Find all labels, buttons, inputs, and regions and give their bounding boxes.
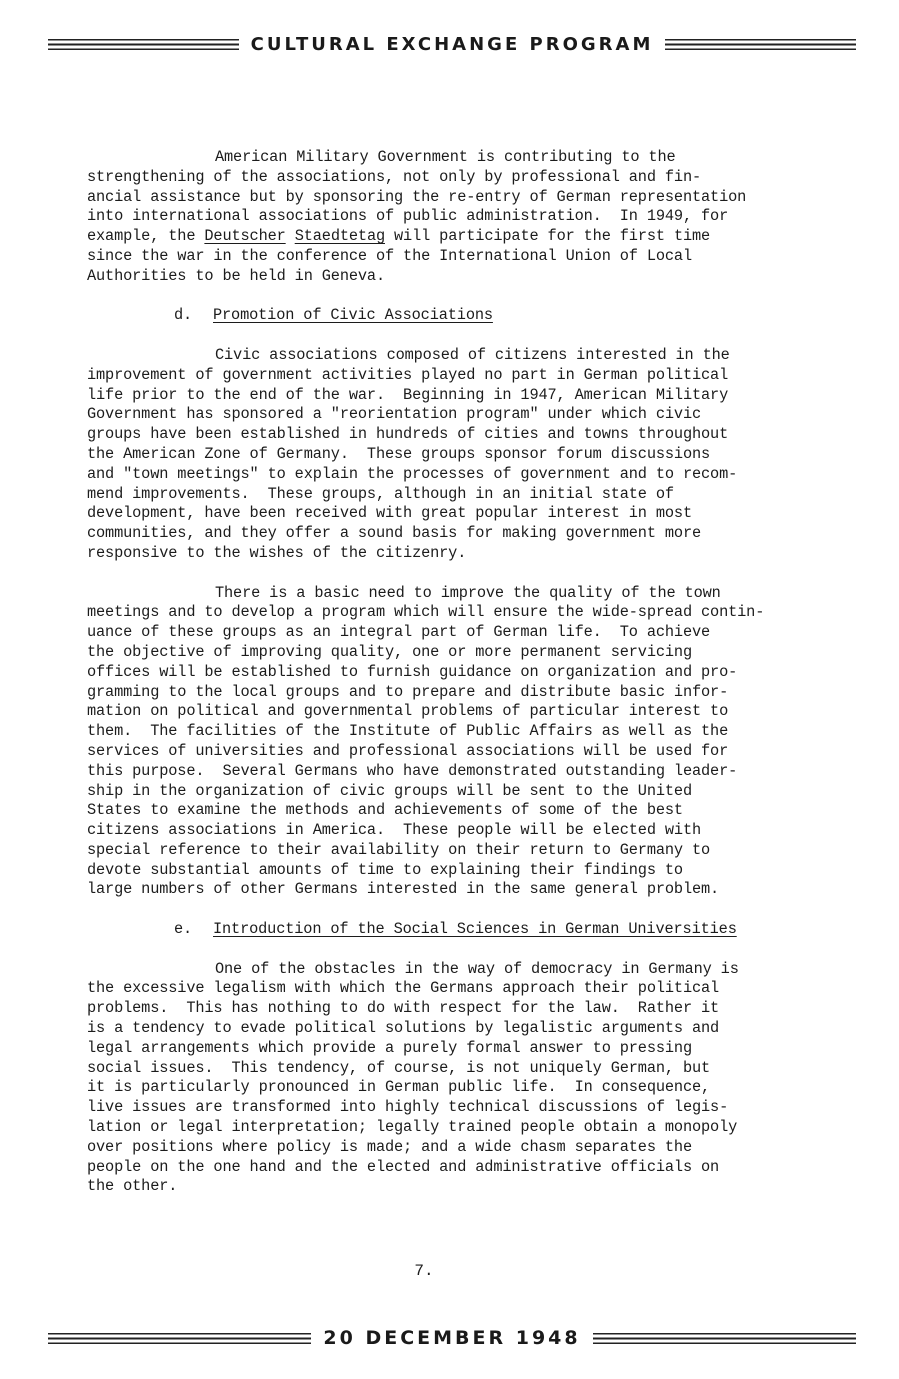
text-line: ship in the organization of civic groups will be sent to the United xyxy=(87,781,692,800)
text-line: Civic associations composed of citizens interested in the xyxy=(215,345,730,364)
paragraph-legalism xyxy=(87,960,827,1198)
footer-date: 20 DECEMBER 1948 xyxy=(323,1327,581,1349)
text-line: social issues. This tendency, of course, is not uniquely German, but xyxy=(87,1058,711,1077)
text-line: communities, and they offer a sound basis for making government more xyxy=(87,524,702,543)
text-line: and "town meetings" to explain the processes of government and to recom- xyxy=(87,464,738,483)
text-line: the other. xyxy=(87,1177,178,1196)
text-line: improvement of government activities played no part in German political xyxy=(87,365,729,384)
text-line: ancial assistance but by sponsoring the re-entry of German representation xyxy=(87,187,747,206)
document-body xyxy=(87,148,827,1197)
text-line: There is a basic need to improve the quality of the town xyxy=(215,583,721,602)
text-line: gramming to the local groups and to prepare and distribute basic infor- xyxy=(87,682,729,701)
section-letter: e. xyxy=(174,920,193,939)
text-line: large numbers of other Germans interested in the same general problem. xyxy=(87,880,720,899)
page-number: 7. xyxy=(414,1262,434,1280)
text-line: services of universities and professional associations will be used for xyxy=(87,741,729,760)
underlined-term-deutscher: Deutscher xyxy=(204,227,286,246)
section-title: Introduction of the Social Sciences in German Universities xyxy=(213,920,737,939)
text-line: offices will be established to furnish guidance on organization and pro- xyxy=(87,662,738,681)
text-line: Government has sponsored a "reorientation program" under which civic xyxy=(87,405,702,424)
header-rule-left xyxy=(48,39,239,50)
text-line xyxy=(87,227,827,247)
paragraph-town-meetings xyxy=(87,584,827,901)
text-line: it is particularly pronounced in German public life. In consequence, xyxy=(87,1078,711,1097)
header-title: CULTURAL EXCHANGE PROGRAM xyxy=(250,34,654,55)
text-line: Authorities to be held in Geneva. xyxy=(87,266,385,285)
text-line: into international associations of public administration. In 1949, for xyxy=(87,207,729,226)
paragraph-civic-associations xyxy=(87,346,827,564)
section-title: Promotion of Civic Associations xyxy=(213,306,493,325)
text-line: them. The facilities of the Institute of Public Affairs as well as the xyxy=(87,722,729,741)
text-line: problems. This has nothing to do with respect for the law. Rather it xyxy=(87,999,720,1018)
text-line: mend improvements. These groups, although in an initial state of xyxy=(87,484,674,503)
text-line: strengthening of the associations, not only by professional and fin- xyxy=(87,167,702,186)
text-line: legal arrangements which provide a purely formal answer to pressing xyxy=(87,1038,692,1057)
text-line: life prior to the end of the war. Beginning in 1947, American Military xyxy=(87,385,729,404)
underlined-term-staedtetag: Staedtetag xyxy=(294,227,385,246)
footer-rule-left xyxy=(48,1333,311,1344)
text-fragment: will participate for the first time xyxy=(385,227,711,246)
text-line: lation or legal interpretation; legally trained people obtain a monopoly xyxy=(87,1118,738,1137)
text-line: States to examine the methods and achievements of some of the best xyxy=(87,801,683,820)
text-line: meetings and to develop a program which will ensure the wide-spread contin- xyxy=(87,603,765,622)
header-rule-right xyxy=(665,39,856,50)
text-line: this purpose. Several Germans who have demonstrated outstanding leader- xyxy=(87,761,738,780)
text-line: over positions where policy is made; and a wide chasm separates the xyxy=(87,1137,692,1156)
text-line: devote substantial amounts of time to explaining their findings to xyxy=(87,860,683,879)
text-line: American Military Government is contributing to the xyxy=(215,148,676,166)
text-line: responsive to the wishes of the citizenry. xyxy=(87,543,467,562)
text-line: the objective of improving quality, one or more permanent servicing xyxy=(87,642,692,661)
text-line: development, have been received with great popular interest in most xyxy=(87,504,692,523)
text-line: the excessive legalism with which the Germans approach their political xyxy=(87,979,720,998)
footer-banner xyxy=(48,1327,856,1349)
text-line: mation on political and governmental problems of particular interest to xyxy=(87,702,729,721)
header-banner xyxy=(48,34,856,55)
text-line: special reference to their availability on their return to Germany to xyxy=(87,840,711,859)
text-line: the American Zone of Germany. These groups sponsor forum discussions xyxy=(87,444,711,463)
text-fragment xyxy=(286,227,295,245)
footer-rule-right xyxy=(593,1333,856,1344)
text-line: groups have been established in hundreds of cities and towns throughout xyxy=(87,425,729,444)
text-line: citizens associations in America. These people will be elected with xyxy=(87,821,702,840)
text-line: uance of these groups as an integral part of German life. To achieve xyxy=(87,623,711,642)
text-line: live issues are transformed into highly technical discussions of legis- xyxy=(87,1098,729,1117)
text-line: since the war in the conference of the International Union of Local xyxy=(87,246,692,265)
text-line: One of the obstacles in the way of democracy in Germany is xyxy=(215,959,739,978)
text-fragment: example, the xyxy=(87,227,205,246)
section-letter: d. xyxy=(174,306,193,325)
text-line: people on the one hand and the elected and administrative officials on xyxy=(87,1157,720,1176)
paragraph-military-government xyxy=(87,148,827,287)
section-heading-e xyxy=(87,920,827,940)
section-heading-d xyxy=(87,306,827,326)
text-line: is a tendency to evade political solutions by legalistic arguments and xyxy=(87,1019,720,1038)
